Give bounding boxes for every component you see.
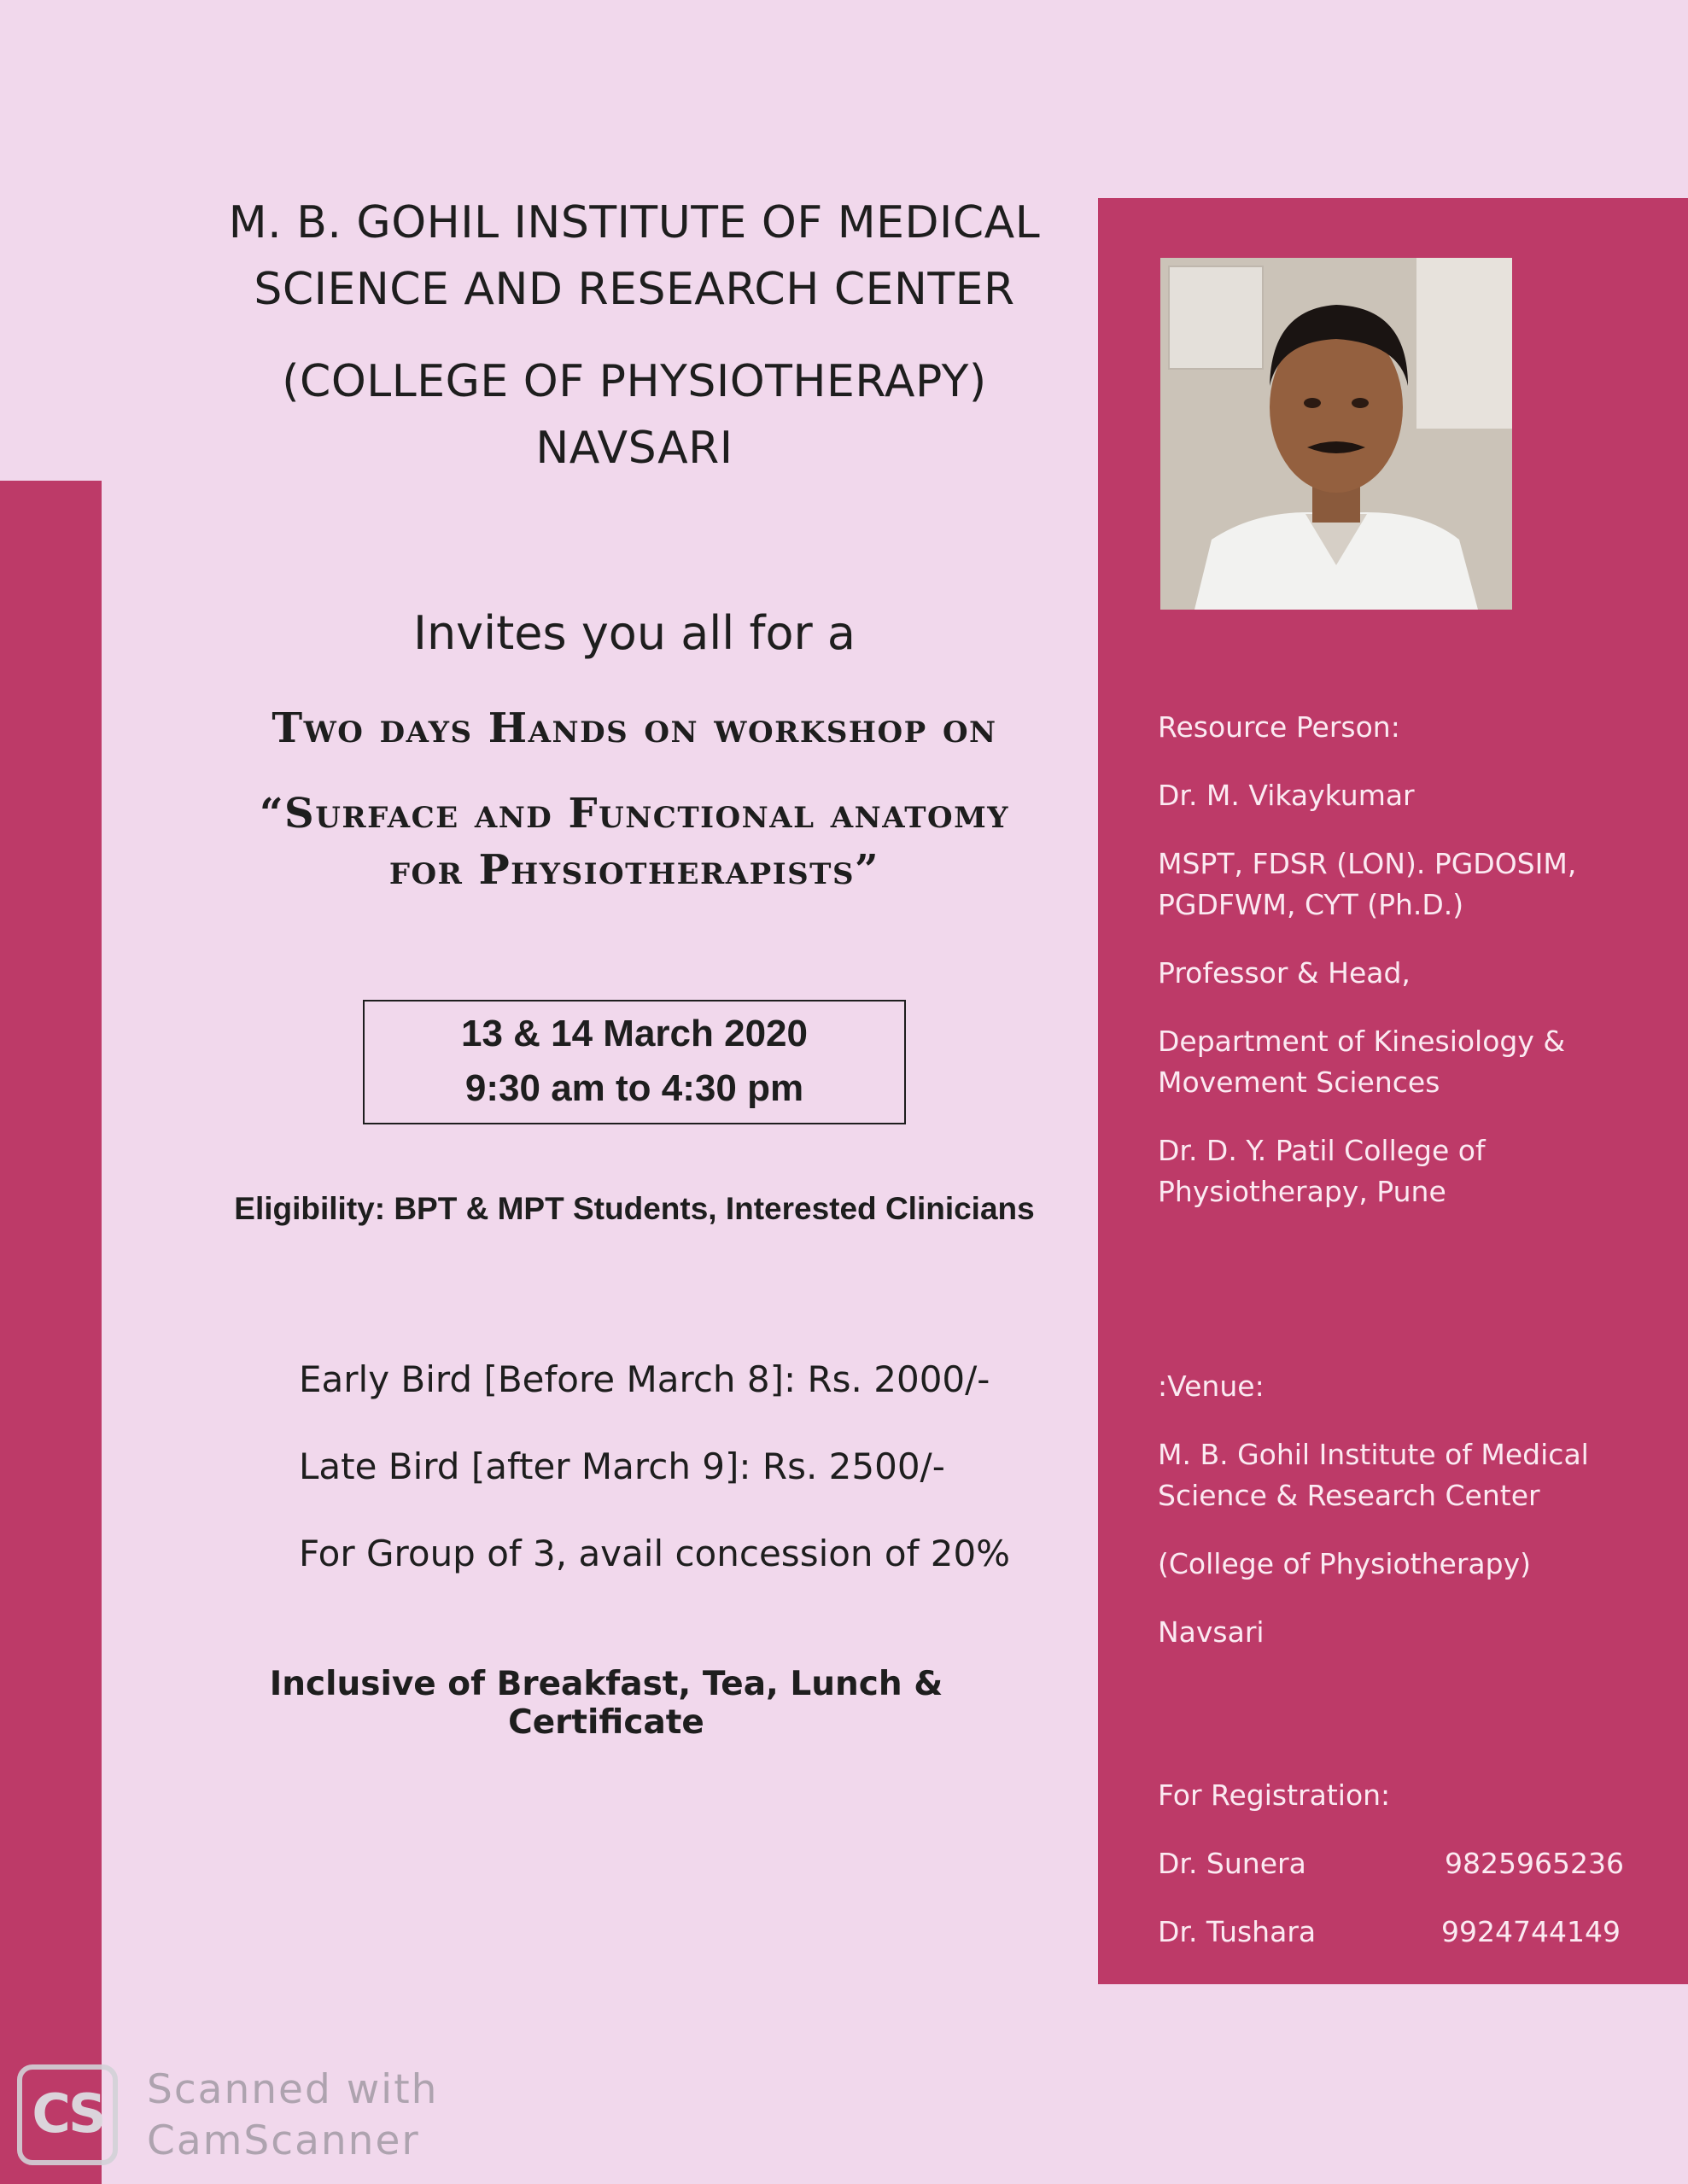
resource-college-line2: Physiotherapy, Pune [1158, 1175, 1446, 1208]
inclusive-note: Inclusive of Breakfast, Tea, Lunch & Certificate [269, 1665, 943, 1742]
contact-row [1158, 1912, 1670, 1953]
city-name: NAVSARI [535, 423, 733, 474]
registration-heading: For Registration: [1158, 1778, 1391, 1812]
left-accent-bar [0, 481, 102, 2184]
contact-phone: 9825965236 [1445, 1847, 1624, 1880]
contact-name: Dr. Tushara [1158, 1915, 1317, 1948]
watermark-line2: CamScanner [147, 2117, 420, 2164]
institute-header [171, 190, 1098, 482]
resource-college-line1: Dr. D. Y. Patil College of [1158, 1134, 1486, 1167]
right-info-panel [1098, 198, 1688, 1984]
fee-group: For Group of 3, avail concession of 20% [299, 1533, 1011, 1574]
schedule-date: 13 & 14 March 2020 [460, 1013, 809, 1054]
resource-dept-line1: Department of Kinesiology & [1158, 1025, 1566, 1058]
venue-line3: (College of Physiotherapy) [1158, 1547, 1531, 1580]
camscanner-watermark [147, 2064, 438, 2167]
workshop-line: Two days Hands on workshop on [272, 704, 997, 752]
camscanner-logo: CS [17, 2064, 118, 2165]
workshop-title-line2: for Physiotherapists” [388, 846, 880, 894]
resource-qual-line2: PGDFWM, CYT (Ph.D.) [1158, 888, 1464, 921]
college-name: (COLLEGE OF PHYSIOTHERAPY) [282, 356, 987, 407]
registration-section [1158, 1775, 1670, 1953]
resource-dept-line2: Movement Sciences [1158, 1066, 1440, 1099]
contact-phone: 9924744149 [1441, 1915, 1621, 1948]
resource-position: Professor & Head, [1158, 956, 1411, 990]
fee-late-bird: Late Bird [after March 9]: Rs. 2500/- [299, 1445, 945, 1487]
resource-person-section [1158, 707, 1670, 1212]
workshop-title [171, 785, 1098, 898]
schedule-box [363, 1000, 906, 1124]
venue-line2: Science & Research Center [1158, 1479, 1540, 1512]
contact-row [1158, 1843, 1670, 1884]
venue-line4: Navsari [1158, 1615, 1265, 1649]
institute-name-line2: SCIENCE AND RESEARCH CENTER [254, 264, 1015, 315]
fee-early-bird: Early Bird [Before March 8]: Rs. 2000/- [299, 1358, 990, 1400]
resource-name: Dr. M. Vikaykumar [1158, 779, 1415, 812]
invite-text: Invites you all for a [413, 606, 856, 660]
institute-name-line1: M. B. GOHIL INSTITUTE OF MEDICAL [228, 197, 1041, 248]
fees-list [299, 1336, 1010, 1597]
venue-line1: M. B. Gohil Institute of Medical [1158, 1438, 1589, 1471]
venue-section [1158, 1366, 1670, 1653]
eligibility: Eligibility: BPT & MPT Students, Interested Clinicians [234, 1191, 1035, 1226]
resource-person-photo [1160, 258, 1512, 610]
watermark-line1: Scanned with [147, 2066, 439, 2113]
venue-heading: :Venue: [1158, 1369, 1265, 1403]
resource-heading: Resource Person: [1158, 710, 1400, 744]
schedule-time: 9:30 am to 4:30 pm [464, 1067, 804, 1109]
workshop-title-line1: “Surface and Functional anatomy [259, 790, 1010, 838]
resource-qual-line1: MSPT, FDSR (LON). PGDOSIM, [1158, 847, 1577, 880]
contact-name: Dr. Sunera [1158, 1847, 1306, 1880]
